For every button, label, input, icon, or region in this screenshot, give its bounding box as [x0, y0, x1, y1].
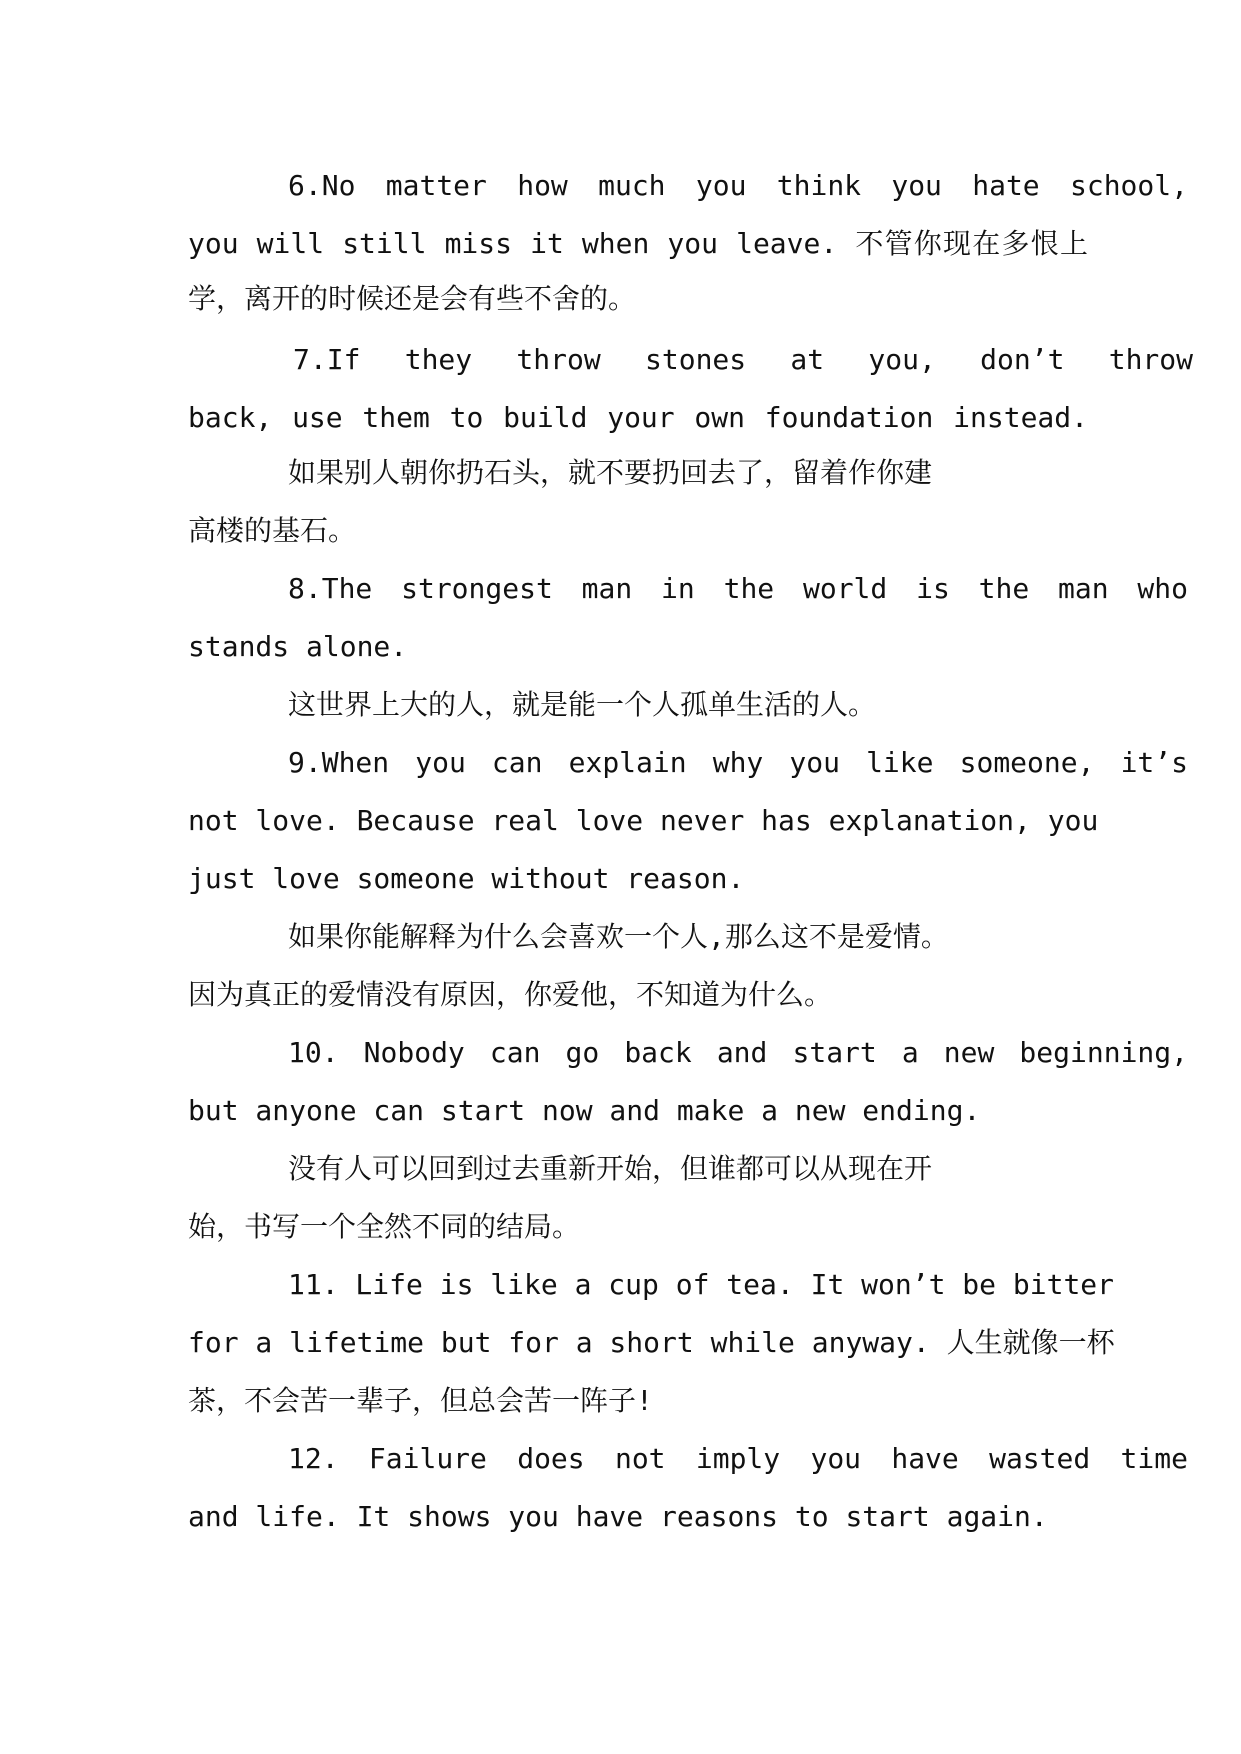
- quote-11-line-1: 11. Life is like a cup of tea. It won’t be bitter: [288, 1268, 1115, 1301]
- quote-6-line-3: 学，离开的时候还是会有些不舍的。: [188, 282, 637, 315]
- quote-8-line-3: 这世界上大的人，就是能一个人孤单生活的人。: [288, 688, 877, 721]
- quote-10-line-4: 始，书写一个全然不同的结局。: [188, 1210, 581, 1243]
- quote-6-line-1: 6.No matter how much you think you hate school,: [288, 169, 1188, 202]
- quote-7-line-2: back, use them to build your own foundation instead.: [188, 401, 1088, 434]
- quote-7-line-3: 如果别人朝你扔石头，就不要扔回去了，留着作你建: [288, 456, 933, 489]
- quote-9-line-5: 因为真正的爱情没有原因，你爱他，不知道为什么。: [188, 978, 833, 1011]
- quote-10-line-3: 没有人可以回到过去重新开始，但谁都可以从现在开: [288, 1152, 933, 1185]
- quote-11-line-2: for a lifetime but for a short while anyway. 人生就像一杯: [188, 1326, 1115, 1359]
- quote-9-line-1: 9.When you can explain why you like someone, it’s: [288, 746, 1188, 779]
- quote-12-line-2: and life. It shows you have reasons to start again.: [188, 1500, 1048, 1533]
- quote-10-line-1: 10. Nobody can go back and start a new beginning,: [288, 1036, 1188, 1069]
- quote-7-line-4: 高楼的基石。: [188, 514, 357, 547]
- quote-6-line-2: you will still miss it when you leave. 不管你现在多恨上: [188, 227, 1088, 260]
- quote-7-line-1: 7.If they throw stones at you, don’t throw: [293, 343, 1193, 376]
- quote-9-line-2: not love. Because real love never has explanation, you: [188, 804, 1099, 837]
- quote-9-line-4: 如果你能解释为什么会喜欢一个人,那么这不是爱情。: [288, 920, 949, 953]
- quote-11-line-3: 茶，不会苦一辈子，但总会苦一阵子!: [188, 1384, 653, 1417]
- quote-9-line-3: just love someone without reason.: [188, 862, 745, 895]
- quote-12-line-1: 12. Failure does not imply you have wasted time: [288, 1442, 1188, 1475]
- quote-10-line-2: but anyone can start now and make a new ending.: [188, 1094, 981, 1127]
- quote-8-line-2: stands alone.: [188, 630, 408, 663]
- quote-8-line-1: 8.The strongest man in the world is the man who: [288, 572, 1188, 605]
